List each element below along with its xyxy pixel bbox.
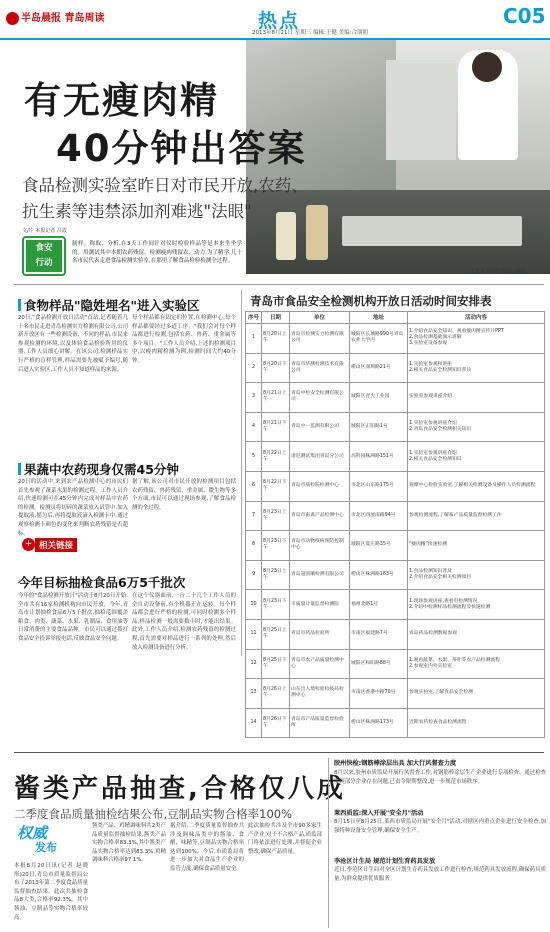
table-cell: 青岛市药品检验所: [290, 619, 350, 649]
section-2-body-a: 20日的活动中,来到农产品检测中心的市民们首先参观了蔬菜水果的检测过程。工作人员介绍,快速检测可在45分钟内完成对样品中农药的检测。检测员将切碎的蔬菜放入试管中,加入提取液,摇匀后,再将提取液滴入检测卡中,通过观察检测卡颜色的变化来判断农药残留是否超标。: [18, 479, 128, 537]
lead-paragraph: 制样、称取、分析,在3天工作间针对仪时检验样品等是本来坐坐学的。用测试其中本期农药残留、检测瘦肉残留农、动力,为了精学,几十名市民代表走进食品检测实验室,在那里了解食品检验检测全过程。: [72, 241, 242, 264]
header-cell: 日期: [262, 312, 290, 324]
auth-line-2: 发布: [35, 841, 57, 854]
dateline: 2013年8月21日 星期三 编辑:于健 美编:合朋朋: [252, 30, 368, 36]
table-cell: 市南区香港中路70号: [350, 679, 408, 709]
table-cell: 青岛市农产品质量检测中心: [290, 649, 350, 679]
auth-line-1: 权威: [17, 824, 48, 842]
table-cell: 青岛市畜禽产品检测中心: [290, 501, 350, 531]
table-cell: 市北区山东路175号: [350, 471, 408, 501]
table-cell: 谱尼测试集团青岛分公司: [290, 442, 350, 472]
bottom-body-c: 据介绍,二季度质量监督抽查共涉及调味品类中的酱油、食醋、味精等,豆制品实物合格率达到100%。今后,市质监局将进一步加大对食品生产企业的监管力度,确保食品质量安全。: [170, 823, 244, 872]
photo-caption: 工作人员对样品进行各样。: [470, 269, 531, 275]
divider: [14, 284, 544, 285]
table-row: [246, 353, 545, 383]
table-cell: 近期农药检查食品检测流程: [408, 708, 545, 738]
related-label: 相关链接: [35, 538, 77, 552]
table-cell: 10: [246, 590, 262, 620]
table-row: [246, 442, 545, 472]
table-cell: 4: [246, 412, 262, 442]
side-box-3-title: 李沧区计生局 规范计划生育药具发放: [334, 858, 436, 865]
table-cell: 8月26日下午: [262, 708, 290, 738]
column-rule: [241, 290, 242, 656]
table-cell: 8月23日上午: [262, 501, 290, 531]
subheadline-line-2: 抗生素等违禁添加剂难逃"法眼": [22, 202, 252, 221]
table-cell: 福州北路1号: [350, 590, 408, 620]
food-safety-logo: [22, 236, 66, 276]
table-cell: 8月25日下午: [262, 649, 290, 679]
section-title: 热点: [258, 10, 301, 32]
table-cell: 14: [246, 708, 262, 738]
food-logo-line-2: 行动: [35, 258, 53, 268]
table-cell: 6: [246, 471, 262, 501]
section-1-body-a: 20日,"食品检测开放日活动"首站,记者随着几十名市民走进青岛检测实力检测有限公司,公司新开放区有一些检测设备、不同的样品,市民来参观检测的环境,以及体验食品检验所用的仪器,工作人员细心讲解。在该公司,检测样品实行严格的盲样管理,样品需要先被赋予编号,随后进入实验区,工作人员不知道样品的来源。: [18, 315, 128, 373]
table-cell: 青岛药品检测数据参观: [408, 619, 545, 649]
table-cell: 1: [246, 324, 262, 354]
header-cell: 地址: [350, 312, 408, 324]
table-cell: 8月21日上午: [262, 383, 290, 413]
newspaper-logo: [6, 9, 104, 25]
table-cell: 11: [246, 619, 262, 649]
table-row: [246, 471, 545, 501]
side-box-1-body: 8月以来,胶州市质监局开展行风督查工作,对钢筋棒涂层生产企业进行专项检查。通过检查发现部分企业存在问题,已责令限期整改,进一步规范市场秩序。: [334, 770, 546, 785]
table-header-row: [246, 312, 545, 324]
table-row: [246, 619, 545, 649]
table-cell: 城阳区和阳路88号: [350, 649, 408, 679]
table-cell: 8月22日下午: [262, 471, 290, 501]
section-3-title: 今年目标抽检食品6万5千批次: [18, 575, 186, 590]
table-cell: 8月23日下午: [262, 531, 290, 561]
table-cell: 8月23日下午: [262, 590, 290, 620]
authority-release-badge: [17, 822, 69, 856]
byline: 文/片 本报记者 吕霞: [22, 228, 67, 234]
related-icon: +: [22, 538, 35, 551]
food-logo-line-1: 食安: [35, 243, 53, 253]
table-cell: 8月25日上午: [262, 619, 290, 649]
table-cell: 8: [246, 531, 262, 561]
table-row: [246, 560, 545, 590]
table-row: [246, 649, 545, 679]
table-cell: 8月20日上午: [262, 324, 290, 354]
table-cell: 12: [246, 649, 262, 679]
table-cell: 青岛超国顺检测有限公司: [290, 560, 350, 590]
table-cell: 1.实验室参观和讲座 2.相关食品安全检测知识普及: [408, 353, 545, 383]
table-row: [246, 531, 545, 561]
table-cell: 崂山区深圳路21号: [350, 353, 408, 383]
table-cell: 1.现场参观讲座,查看有检测情况 2.介绍中检测样品检测流程及快速检测: [408, 590, 545, 620]
table-cell: 山东出入境检验检疫局检测中心: [290, 679, 350, 709]
table-cell: 市北区四流南路94号: [350, 501, 408, 531]
table-cell: 市南区福建路7号: [350, 619, 408, 649]
section-3-body-b: 在这个仪器面前,一台二十几个工作人员的全自动设备前,有个机器正在运转。每个样品都会进行严格的检测,可同时检测多个样品,样品检测一般需要数小时,才能出结果。此外,工作人员介绍,检测农药残留的检测过程,首先需要对样品进行一系列的处理,然后放入检测设备进行分析。: [132, 593, 236, 651]
section-2-body-b: 据了解,该公司对市民开放的检测项目包括农药残留、兽药残留、重金属、微生物等多个方面,市民可以通过现场参观,了解食品检测的全过程。: [132, 479, 236, 511]
table-cell: 2: [246, 353, 262, 383]
table-row: [246, 324, 545, 354]
header-cell: 活动内容: [408, 312, 545, 324]
table-cell: 9: [246, 560, 262, 590]
section-1-body-c: 每个样品都有固定的位置,在检测中心,每个样品都要经过多道工序。"我们会对每个样品都进行检测,包括农药、兽药、重金属等多个项目。"工作人员介绍,上述的检测项目中,以瘦肉精检测为例,检测时间大约40分钟。: [132, 315, 236, 364]
subheadline-line-1: 食品检测实验室昨日对市民开放,农药、: [22, 176, 308, 195]
table-cell: 8月23日上午: [262, 560, 290, 590]
section-3-body-a: 今年的"食品检测开放日"活动于8月20日开始,全市共有16家检测机构向市民开放。今年,青岛市计划抽检食品6万5千批次,抽检范围覆盖粮食、肉类、蔬菜、水果、乳制品、食用油等日常消费的主要食品品种。市民可以通过拨打食品安全投诉举报电话,反映食品安全问题。: [18, 593, 128, 642]
table-cell: 青岛中一监测有限公司: [290, 412, 350, 442]
table-cell: "瘦肉精"快速检测: [408, 531, 545, 561]
side-box-1-title: 胶州快检:钢筋棒涂层出具 加大行风督查力度: [334, 760, 457, 767]
table-cell: 8月20日下午: [262, 353, 290, 383]
table-cell: 城阳区夏庄路35号: [350, 531, 408, 561]
table-row: [246, 383, 545, 413]
table-cell: 城阳区长城路990号青岛农业大学内: [350, 324, 408, 354]
table-cell: 城阳区青大工业园: [350, 383, 408, 413]
side-box-2-body: 8月15日至8月25日,莱西市质监局开展"安全月"活动,对辖区内重点企业进行安全检查,加强特种设备安全管理,确保安全生产。: [334, 819, 546, 834]
table-cell: 崂山区株洲路173号: [350, 708, 408, 738]
table-cell: 5: [246, 442, 262, 472]
headline-line-1: 有无瘦肉精: [24, 79, 219, 122]
table-cell: 观摩中心检验实验室,了解相关检测设备及操作人员检测流程: [408, 471, 545, 501]
table-row: [246, 501, 545, 531]
table-row: [246, 590, 545, 620]
schedule-title: 青岛市食品安全检测机构开放日活动时间安排表: [250, 294, 492, 308]
bottom-body-d: 此次抽检共涉及全市90多家生产企业,对于不合格产品,质监部门将依法进行处理,并督促企业整改,确保产品质量。: [248, 823, 322, 855]
logo-icon: [6, 12, 19, 25]
table-cell: 青岛市检测实力检测有限公司: [290, 324, 350, 354]
side-box-2-title: 莱西质监:深入开展"安全月"活动: [334, 810, 424, 817]
table-cell: 1.食品检测知识普及 2.介绍食品安全相关检测项目: [408, 560, 545, 590]
table-cell: 1.实验室参观讲座介绍 2.相关食品安全检测知识: [408, 442, 545, 472]
table-row: [246, 412, 545, 442]
table-row: [246, 679, 545, 709]
table-cell: 8月21日下午: [262, 412, 290, 442]
table-cell: 青岛市华测检测技术有限公司: [290, 353, 350, 383]
bottom-body-a: 本报8月20日讯(记者 赵晓彤)20日,青岛市质量监督局公布了2013年第二季度食品质量监督抽查结果。此次共抽检食品8大类,合格率92.3%。其中酱油、豆制品等实物合格率较高。: [14, 863, 88, 921]
table-cell: 8月22日上午: [262, 442, 290, 472]
table-row: [246, 708, 545, 738]
header-cell: 序号: [246, 312, 262, 324]
logo-text: 半岛晨报 青岛周读: [21, 13, 105, 24]
bottom-headline: 酱类产品抽查,合格仅八成: [14, 774, 346, 804]
table-cell: 1.介绍食品安全知识、观看瘦肉精宣传片PPT 2.食品检测基础演示讲解 3.实验室设备参观: [408, 324, 545, 354]
table-cell: 青岛市产品质量监督检验所: [290, 708, 350, 738]
bottom-divider: [14, 752, 544, 753]
page-code: C05: [503, 4, 546, 28]
table-cell: 城阳区正阳路1号: [350, 412, 408, 442]
table-cell: 崂山区株洲路163号: [350, 560, 408, 590]
table-cell: 青岛市动物疫病预防控制中心: [290, 531, 350, 561]
side-box-3-body: 近日,李沧区计生局对全区计划生育药具发放工作进行检查,规范药具发放流程,确保药具质量,为群众提供优质服务。: [334, 867, 546, 882]
bottom-subheadline: 二季度食品质量抽检结果公布,豆制品实物合格率100%: [14, 807, 293, 821]
schedule-table: [245, 311, 545, 738]
table-cell: 市质量计量监督检测院: [290, 590, 350, 620]
table-cell: 13: [246, 679, 262, 709]
table-cell: 青岛市质检院检测中心: [290, 471, 350, 501]
related-link-badge: [22, 534, 77, 553]
bottom-body-b: 酱类产品、鸡精调味料共2类产品质量监督抽检结果,酱类产品实物合格率83.3%,其中酱类产品实物合格率达到83.3%,鸡精调味料合格率97.1%。: [92, 823, 166, 864]
table-cell: 高科园株洲路151号: [350, 442, 408, 472]
headline-line-2: 40分钟出答案: [56, 127, 307, 170]
header-cell: 单位: [290, 312, 350, 324]
table-cell: 青岛中检安全检测有限公司: [290, 383, 350, 413]
table-cell: 参观检测流程,了解畜产品质量监督检测工作: [408, 501, 545, 531]
section-1-title: 食物样品"隐姓埋名"进入实验区: [18, 296, 200, 314]
table-cell: 8月26日上午: [262, 679, 290, 709]
table-cell: 7: [246, 501, 262, 531]
table-cell: 1.实验室参观讲座介绍 2.青岛食品安全检测相关知识: [408, 412, 545, 442]
table-cell: 3: [246, 383, 262, 413]
table-cell: 1.观看蔬菜、水果、茶叶等农产品检测流程 2.参观室内外实验室: [408, 649, 545, 679]
table-cell: 实验室参观讲座介绍: [408, 383, 545, 413]
bottom-column-rule: [328, 758, 329, 928]
table-cell: 参观实验室,了解食品安全检测: [408, 679, 545, 709]
section-2-title: 果蔬中农药现身仅需45分钟: [18, 460, 179, 478]
